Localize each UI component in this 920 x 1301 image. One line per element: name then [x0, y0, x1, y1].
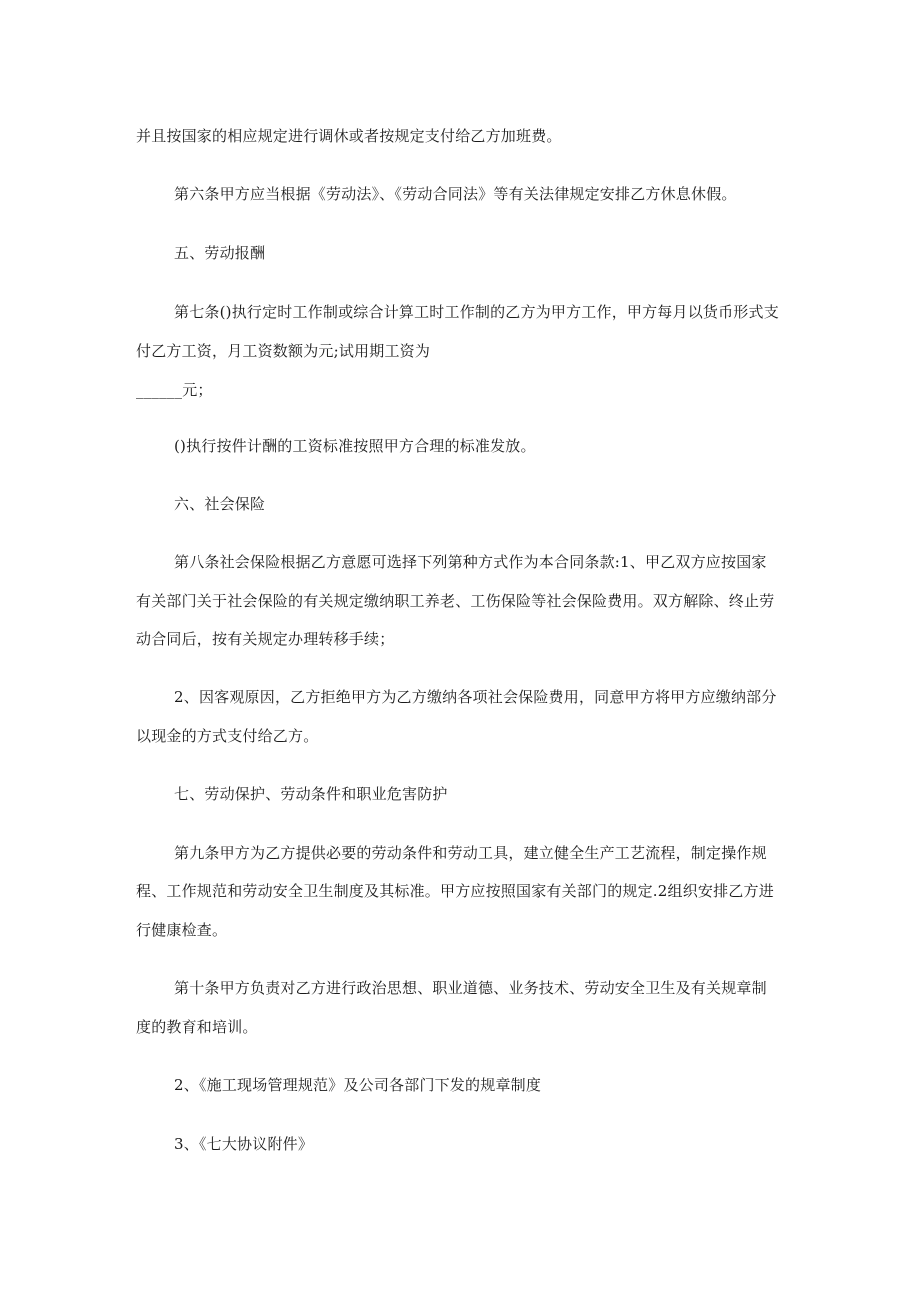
- paragraph-line: 第八条社会保险根据乙方意愿可选择下列第种方式作为本合同条款:1、甲乙双方应按国家: [174, 553, 767, 571]
- paragraph-line: 第十条甲方负责对乙方进行政治思想、职业道德、业务技术、劳动安全卫生及有关规章制: [174, 979, 767, 997]
- paragraph-line: 付乙方工资，月工资数额为元;试用期工资为: [136, 342, 431, 360]
- paragraph-line: ()执行按件计酬的工资标准按照甲方合理的标准发放。: [174, 437, 536, 455]
- paragraph-line: 第七条()执行定时工作制或综合计算工时工作制的乙方为甲方工作，甲方每月以货币形式支: [174, 303, 779, 321]
- paragraph-line: ______元；: [136, 381, 213, 399]
- section-heading: 七、劳动保护、劳动条件和职业危害防护: [174, 785, 448, 803]
- paragraph-line: 动合同后，按有关规定办理转移手续；: [136, 630, 395, 648]
- paragraph-line: 并且按国家的相应规定进行调休或者按规定支付给乙方加班费。: [136, 127, 562, 145]
- paragraph-line: 行健康检查。: [136, 921, 228, 939]
- paragraph-line: 2、因客观原因，乙方拒绝甲方为乙方缴纳各项社会保险费用，同意甲方将甲方应缴纳部分: [174, 688, 777, 706]
- section-heading: 五、劳动报酬: [174, 244, 266, 262]
- paragraph-line: 第九条甲方为乙方提供必要的劳动条件和劳动工具，建立健全生产工艺流程，制定操作规: [174, 844, 767, 862]
- paragraph-line: 第六条甲方应当根据《劳动法》、《劳动合同法》等有关法律规定安排乙方休息休假。: [174, 185, 737, 203]
- paragraph-line: 度的教育和培训。: [136, 1018, 258, 1036]
- paragraph-line: 程、工作规范和劳动安全卫生制度及其标准。甲方应按照国家有关部门的规定.2组织安排乙方进: [136, 882, 774, 900]
- paragraph-line: 以现金的方式支付给乙方。: [136, 727, 319, 745]
- paragraph-line: 有关部门关于社会保险的有关规定缴纳职工养老、工伤保险等社会保险费用。双方解除、终止劳: [136, 592, 775, 610]
- list-item: 3、《七大协议附件》: [174, 1135, 314, 1153]
- list-item: 2、《施工现场管理规范》及公司各部门下发的规章制度: [174, 1076, 542, 1094]
- section-heading: 六、社会保险: [174, 495, 266, 513]
